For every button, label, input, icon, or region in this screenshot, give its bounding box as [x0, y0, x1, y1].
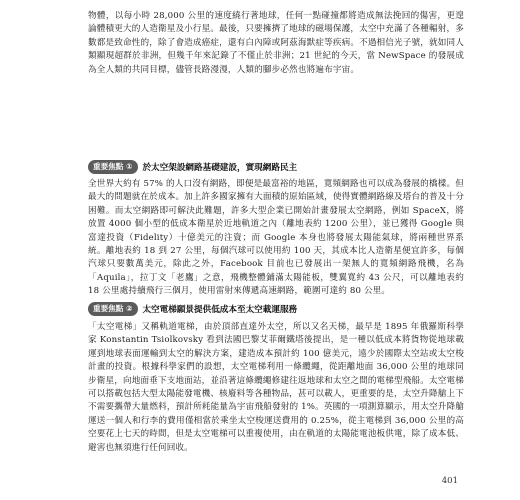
- page-number: 401: [441, 476, 458, 486]
- section2-body: 「太空電梯」又稱軌道電梯，由於頂部直達外太空，所以又名天梯，最早是 1895 年俄羅斯科學家 Konstantin Tsiolkovsky 看到法國巴黎艾菲爾鐵塔後提出，是一種以低成本將貨物從地球載運到地球表面運輸到太空的解決方案，建造成本預計約 100 億美元，遠少於國際太空站或太空梭計畫的投資。根據科學家們的設想，太空電梯利用一條纜繩，從距離地面 36,000 公里的地球同步衛星，向地面垂下支地面站，並沿著這條纜繩修建往返地球和太空之間的電梯型飛船。太空電梯可以搭載包括大型太陽能發電機、核廢料等各種物品，甚可以載人，更重要的是，太空升降艙上下不需要攜帶大量燃料，預計所耗能量為宇宙飛船發射的 1%。英國的一項測算顯示，用太空升降艙運送一個人和行李的費用僅相當於乘坐太空梭運送費用的 0.25%，從主電梯到 36,000 公里的高空要花上七天的時間，但是太空電梯可以重複使用，由在軌道的太陽能電池板供電，除了成本低、避害也無須進行任何回收。: [88, 322, 464, 453]
- section2-title: 太空電梯願景提供低成本至太空載運服務: [142, 305, 298, 315]
- section2-heading: [88, 302, 297, 316]
- section1-badge: 重要焦點 ①: [88, 160, 138, 174]
- section2-badge: 重要焦點 ②: [88, 302, 138, 316]
- section1-heading: [88, 160, 297, 174]
- section1-title: 於太空架設網路基礎建設，實現網路民主: [142, 163, 298, 173]
- section1-body: 全世界大約有 57% 的人口沒有網路，即便是最富裕的地區，寬頻網路也可以成為發展的橋樑。但最大的問題就在於成本。加上許多國家擁有大面積的原始區域，使得實體網路線及塔台的普及十分困難。而太空網路即可解決此難題，許多大型企業已開始計畫發展太空網路，例如 SpaceX，將放置 4000 個小型的低成本衛星於近地軌道之內（離地表約 1200 公里），並已獲得 Google 與富達投資（Fidelity）十億美元的注資；而 Google 本身也將發展太陽能氣球，將兩種世界系統。離地表約 18 到 27 公里，每個汽球可以使用約 100 天，其成本比人造衛星便宜許多，每個汽球只要數萬美元，除此之外，Facebook 目前也已發展出一架無人的寬頻網路飛機，名為「Aquila」，拉丁文「老鷹」之意，飛機整體鋪滿太陽能板，雙翼寬約 43 公尺，可以離地表約 18 公里處持續飛行三個月，使用雷射來傳遞高速網路，範圍可達約 80 公里。: [88, 179, 464, 297]
- intro-paragraph: 物體，以每小時 28,000 公里的速度繞行著地球，任何一點碰撞都將造成無法挽回的傷害，更遑論體積更大的人造衛星及小行星。最後，只要擁擠了地球的磁場保護，太空中充滿了各種輻射，多數都是致命性的，除了會造成癌症，還有白內障或阿茲海默症等疾病。不過相信光子號，就如同人類顯現超群於非洲，但幾千年來記錄了不僅止於非洲；21 世紀的今天，當 NewSpace 的發展成為全人類的共同目標，儘管長路漫漫，人類的腳步必然也將遍布宇宙。: [88, 11, 464, 75]
